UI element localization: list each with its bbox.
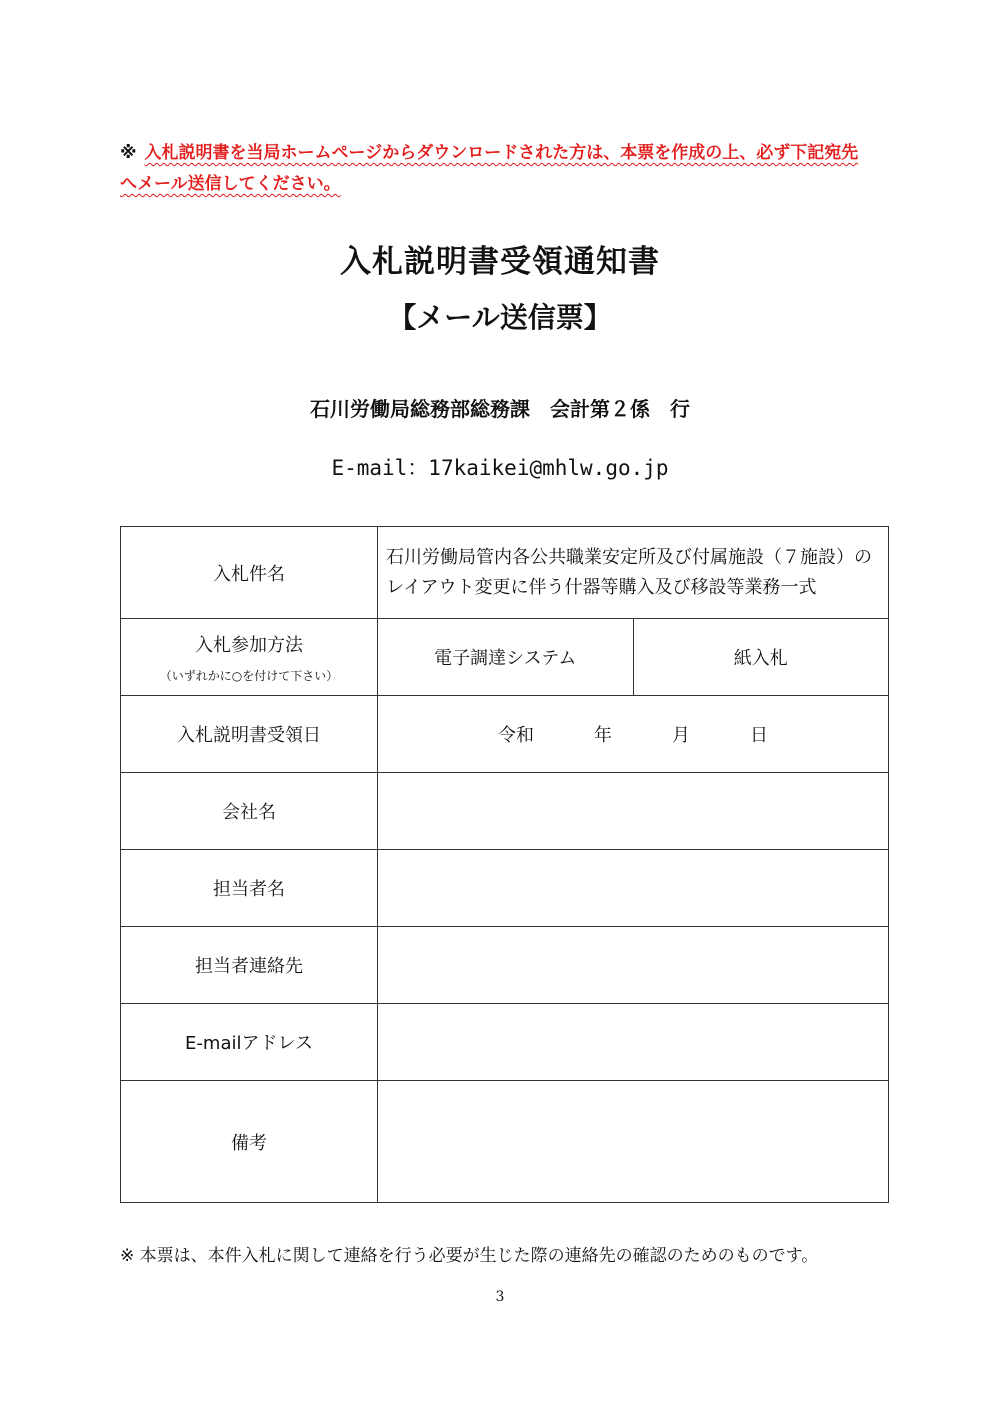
- form-row-contact: [121, 927, 889, 1004]
- person-label: 担当者名: [121, 850, 378, 927]
- method-label-cell: [121, 619, 378, 696]
- date-month: 月: [672, 725, 690, 746]
- form-row-date: [121, 696, 889, 773]
- remarks-label: 備考: [121, 1081, 378, 1203]
- method-option-paper[interactable]: 紙入札: [633, 619, 889, 696]
- notice-text-line2: へメール送信してください。: [120, 174, 341, 194]
- company-label: 会社名: [121, 773, 378, 850]
- subject-value: 石川労働局管内各公共職業安定所及び付属施設（７施設）のレイアウト変更に伴う什器等購入及び移設等業務一式: [378, 527, 889, 619]
- date-label: 入札説明書受領日: [121, 696, 378, 773]
- company-field[interactable]: [378, 773, 889, 850]
- method-option-electronic[interactable]: 電子調達システム: [378, 619, 634, 696]
- date-year: 年: [594, 725, 612, 746]
- receipt-form-table: [120, 526, 889, 1203]
- download-notice: [120, 138, 900, 200]
- remarks-field[interactable]: [378, 1081, 889, 1203]
- document-subtitle: 【メール送信票】: [388, 301, 612, 334]
- contact-label: 担当者連絡先: [121, 927, 378, 1004]
- method-note: （いずれかに○を付けて下さい）: [159, 668, 339, 683]
- form-row-email: [121, 1004, 889, 1081]
- email-label: E-mailアドレス: [121, 1004, 378, 1081]
- form-row-method: [121, 619, 889, 696]
- form-row-company: [121, 773, 889, 850]
- date-era: 令和: [498, 725, 534, 746]
- form-row-person: [121, 850, 889, 927]
- form-row-subject: [121, 527, 889, 619]
- recipient-email: E-mail：17kaikei@mhlw.go.jp: [331, 456, 669, 480]
- email-field[interactable]: [378, 1004, 889, 1081]
- method-label: 入札参加方法: [195, 634, 303, 656]
- recipient-line: 石川労働局総務部総務課 会計第２係 行: [310, 397, 690, 421]
- form-row-remarks: [121, 1081, 889, 1203]
- date-day: 日: [750, 725, 768, 746]
- page-number: 3: [495, 1289, 505, 1305]
- notice-mark: ※: [120, 143, 137, 163]
- document-title: 入札説明書受領通知書: [340, 244, 660, 280]
- contact-field[interactable]: [378, 927, 889, 1004]
- date-field[interactable]: [378, 696, 889, 773]
- footnote: ※ 本票は、本件入札に関して連絡を行う必要が生じた際の連絡先の確認のためのものです。: [120, 1246, 819, 1266]
- person-field[interactable]: [378, 850, 889, 927]
- notice-text-line1: 入札説明書を当局ホームページからダウンロードされた方は、本票を作成の上、必ず下記宛先: [144, 143, 859, 163]
- subject-label: 入札件名: [121, 527, 378, 619]
